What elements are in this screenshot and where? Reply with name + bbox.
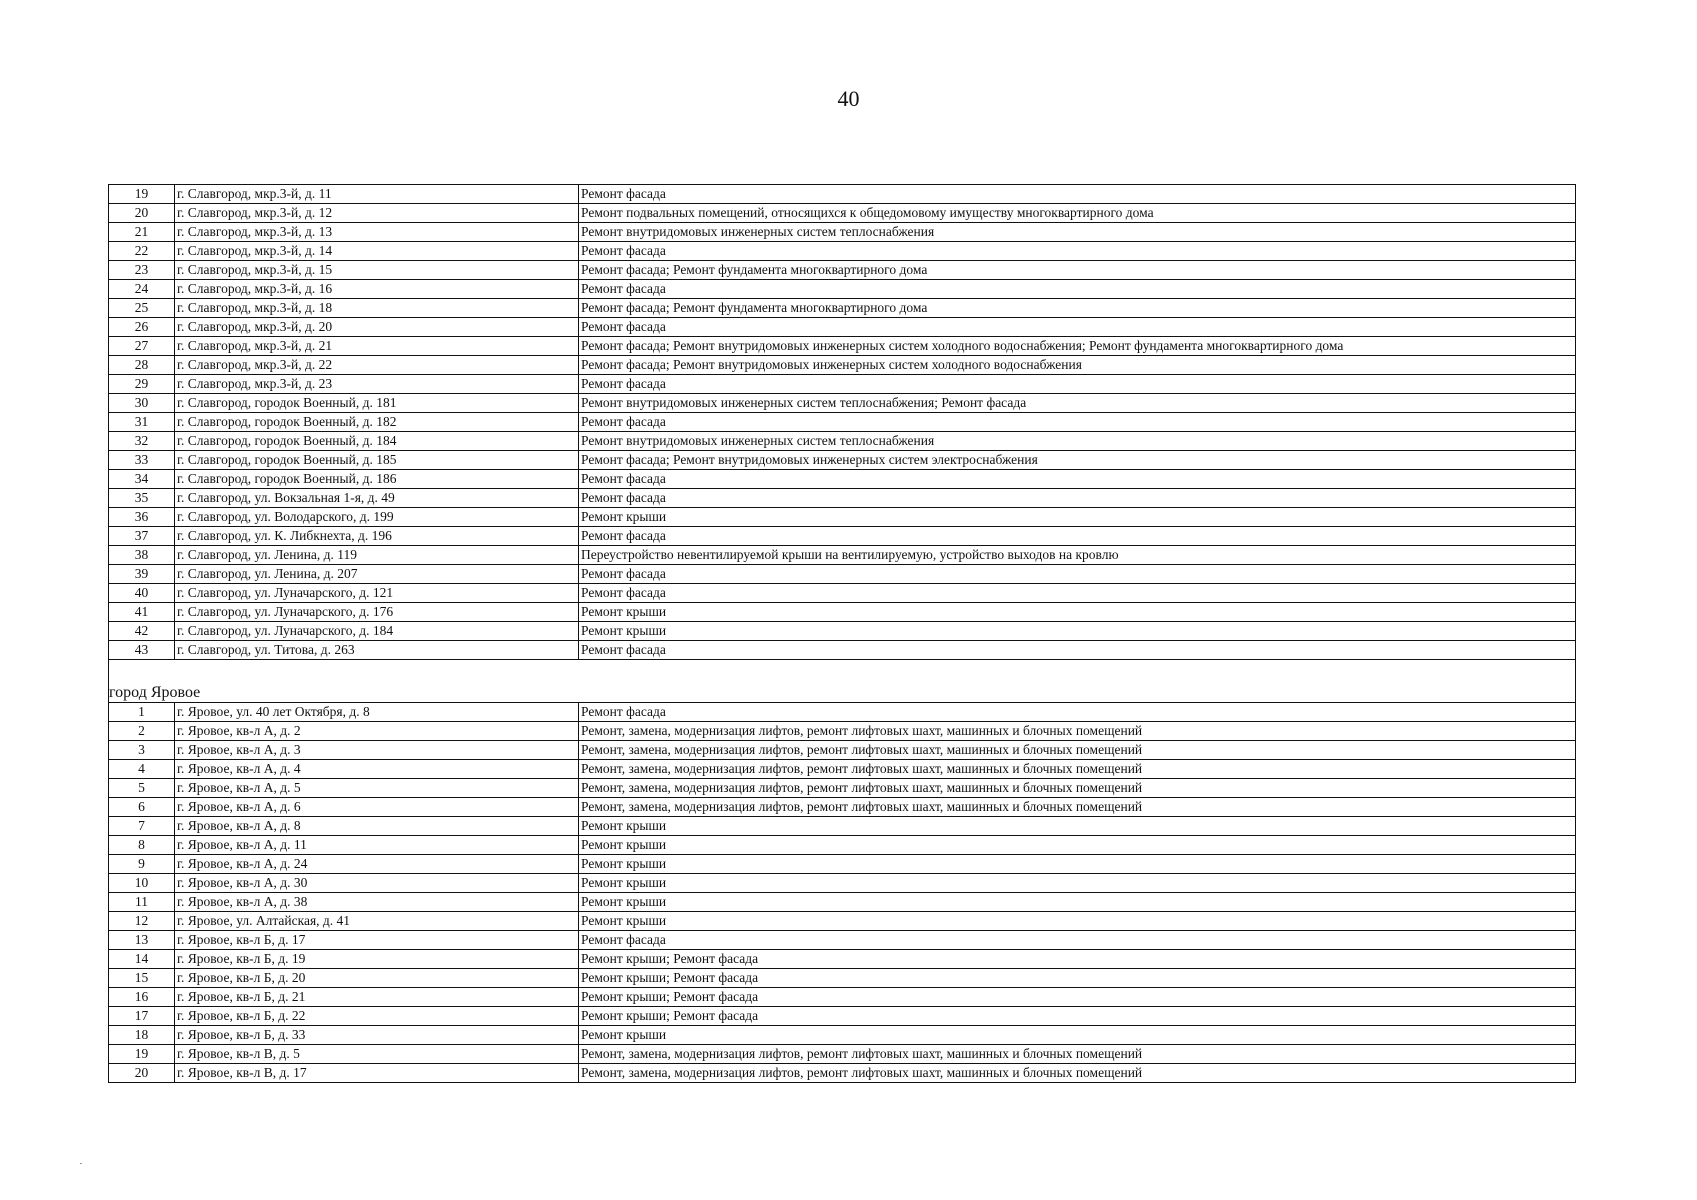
work-type-cell: Ремонт внутридомовых инженерных систем теплоснабжения <box>579 223 1576 242</box>
row-number-cell: 10 <box>109 874 175 893</box>
table-row <box>109 356 1576 375</box>
table-row <box>109 242 1576 261</box>
table-row <box>109 299 1576 318</box>
row-number-cell: 43 <box>109 641 175 660</box>
table-row <box>109 375 1576 394</box>
row-number-cell: 35 <box>109 489 175 508</box>
table-row <box>109 394 1576 413</box>
work-type-cell: Ремонт крыши <box>579 836 1576 855</box>
work-type-cell: Ремонт фасада; Ремонт внутридомовых инженерных систем холодного водоснабжения; Ремонт фундамента многоквартирного дома <box>579 337 1576 356</box>
address-cell: г. Яровое, кв-л А, д. 4 <box>175 760 579 779</box>
address-cell: г. Славгород, мкр.3-й, д. 21 <box>175 337 579 356</box>
work-type-cell: Ремонт внутридомовых инженерных систем теплоснабжения; Ремонт фасада <box>579 394 1576 413</box>
table-row <box>109 584 1576 603</box>
work-type-cell: Ремонт фасада <box>579 931 1576 950</box>
address-cell: г. Яровое, кв-л А, д. 38 <box>175 893 579 912</box>
address-cell: г. Славгород, ул. Вокзальная 1-я, д. 49 <box>175 489 579 508</box>
page-number: 40 <box>837 86 860 111</box>
row-number-cell: 19 <box>109 1045 175 1064</box>
work-type-cell: Ремонт крыши <box>579 508 1576 527</box>
address-cell: г. Славгород, городок Военный, д. 185 <box>175 451 579 470</box>
row-number-cell: 17 <box>109 1007 175 1026</box>
address-cell: г. Славгород, ул. Титова, д. 263 <box>175 641 579 660</box>
table-row <box>109 337 1576 356</box>
address-cell: г. Яровое, кв-л В, д. 5 <box>175 1045 579 1064</box>
table-row <box>109 622 1576 641</box>
work-type-cell: Ремонт фасада <box>579 185 1576 204</box>
row-number-cell: 41 <box>109 603 175 622</box>
repair-table-body <box>109 185 1576 1083</box>
row-number-cell: 20 <box>109 204 175 223</box>
row-number-cell: 5 <box>109 779 175 798</box>
row-number-cell: 36 <box>109 508 175 527</box>
work-type-cell: Ремонт крыши <box>579 912 1576 931</box>
address-cell: г. Яровое, кв-л Б, д. 22 <box>175 1007 579 1026</box>
work-type-cell: Ремонт, замена, модернизация лифтов, ремонт лифтовых шахт, машинных и блочных помещений <box>579 798 1576 817</box>
row-number-cell: 8 <box>109 836 175 855</box>
address-cell: г. Славгород, мкр.3-й, д. 16 <box>175 280 579 299</box>
row-number-cell: 3 <box>109 741 175 760</box>
table-row <box>109 950 1576 969</box>
row-number-cell: 19 <box>109 185 175 204</box>
address-cell: г. Славгород, ул. Луначарского, д. 184 <box>175 622 579 641</box>
group-header-row <box>109 660 1576 703</box>
table-row <box>109 874 1576 893</box>
address-cell: г. Яровое, кв-л Б, д. 17 <box>175 931 579 950</box>
table-row <box>109 185 1576 204</box>
table-row <box>109 508 1576 527</box>
address-cell: г. Славгород, ул. Володарского, д. 199 <box>175 508 579 527</box>
row-number-cell: 16 <box>109 988 175 1007</box>
address-cell: г. Яровое, кв-л А, д. 30 <box>175 874 579 893</box>
address-cell: г. Яровое, кв-л В, д. 17 <box>175 1064 579 1083</box>
table-row <box>109 760 1576 779</box>
work-type-cell: Ремонт крыши <box>579 603 1576 622</box>
table-row <box>109 603 1576 622</box>
address-cell: г. Славгород, ул. Ленина, д. 119 <box>175 546 579 565</box>
work-type-cell: Ремонт фасада <box>579 527 1576 546</box>
address-cell: г. Яровое, кв-л А, д. 2 <box>175 722 579 741</box>
row-number-cell: 20 <box>109 1064 175 1083</box>
table-row <box>109 1007 1576 1026</box>
work-type-cell: Ремонт фасада <box>579 413 1576 432</box>
address-cell: г. Славгород, мкр.3-й, д. 11 <box>175 185 579 204</box>
table-row <box>109 223 1576 242</box>
row-number-cell: 26 <box>109 318 175 337</box>
address-cell: г. Яровое, кв-л А, д. 8 <box>175 817 579 836</box>
address-cell: г. Славгород, мкр.3-й, д. 20 <box>175 318 579 337</box>
address-cell: г. Яровое, кв-л А, д. 11 <box>175 836 579 855</box>
address-cell: г. Славгород, мкр.3-й, д. 22 <box>175 356 579 375</box>
table-row <box>109 969 1576 988</box>
address-cell: г. Славгород, ул. Ленина, д. 207 <box>175 565 579 584</box>
work-type-cell: Ремонт, замена, модернизация лифтов, ремонт лифтовых шахт, машинных и блочных помещений <box>579 741 1576 760</box>
table-row <box>109 817 1576 836</box>
work-type-cell: Ремонт фасада <box>579 470 1576 489</box>
table-row <box>109 988 1576 1007</box>
work-type-cell: Ремонт фасада <box>579 318 1576 337</box>
table-row <box>109 432 1576 451</box>
table-row <box>109 798 1576 817</box>
address-cell: г. Яровое, кв-л А, д. 5 <box>175 779 579 798</box>
table-row <box>109 204 1576 223</box>
row-number-cell: 31 <box>109 413 175 432</box>
work-type-cell: Ремонт фасада <box>579 489 1576 508</box>
row-number-cell: 29 <box>109 375 175 394</box>
work-type-cell: Ремонт, замена, модернизация лифтов, ремонт лифтовых шахт, машинных и блочных помещений <box>579 779 1576 798</box>
work-type-cell: Ремонт, замена, модернизация лифтов, ремонт лифтовых шахт, машинных и блочных помещений <box>579 1064 1576 1083</box>
row-number-cell: 21 <box>109 223 175 242</box>
address-cell: г. Яровое, кв-л Б, д. 21 <box>175 988 579 1007</box>
scan-artifact <box>80 1163 82 1164</box>
repair-table <box>108 184 1576 1083</box>
row-number-cell: 34 <box>109 470 175 489</box>
group-title: город Яровое <box>109 660 1576 703</box>
row-number-cell: 33 <box>109 451 175 470</box>
work-type-cell: Ремонт фасада; Ремонт внутридомовых инженерных систем холодного водоснабжения <box>579 356 1576 375</box>
table-row <box>109 1026 1576 1045</box>
table-row <box>109 912 1576 931</box>
address-cell: г. Славгород, мкр.3-й, д. 18 <box>175 299 579 318</box>
table-row <box>109 722 1576 741</box>
table-row <box>109 413 1576 432</box>
table-row <box>109 451 1576 470</box>
table-row <box>109 931 1576 950</box>
row-number-cell: 40 <box>109 584 175 603</box>
row-number-cell: 27 <box>109 337 175 356</box>
address-cell: г. Яровое, ул. 40 лет Октября, д. 8 <box>175 703 579 722</box>
row-number-cell: 28 <box>109 356 175 375</box>
table-row <box>109 836 1576 855</box>
address-cell: г. Славгород, мкр.3-й, д. 12 <box>175 204 579 223</box>
table-row <box>109 641 1576 660</box>
row-number-cell: 18 <box>109 1026 175 1045</box>
address-cell: г. Славгород, ул. Луначарского, д. 121 <box>175 584 579 603</box>
row-number-cell: 6 <box>109 798 175 817</box>
address-cell: г. Славгород, мкр.3-й, д. 13 <box>175 223 579 242</box>
table-row <box>109 527 1576 546</box>
row-number-cell: 25 <box>109 299 175 318</box>
row-number-cell: 12 <box>109 912 175 931</box>
table-row <box>109 318 1576 337</box>
work-type-cell: Ремонт фасада; Ремонт фундамента многоквартирного дома <box>579 299 1576 318</box>
work-type-cell: Ремонт фасада <box>579 584 1576 603</box>
work-type-cell: Ремонт крыши <box>579 622 1576 641</box>
row-number-cell: 37 <box>109 527 175 546</box>
row-number-cell: 42 <box>109 622 175 641</box>
address-cell: г. Яровое, ул. Алтайская, д. 41 <box>175 912 579 931</box>
row-number-cell: 4 <box>109 760 175 779</box>
work-type-cell: Ремонт крыши <box>579 855 1576 874</box>
address-cell: г. Славгород, мкр.3-й, д. 14 <box>175 242 579 261</box>
row-number-cell: 24 <box>109 280 175 299</box>
address-cell: г. Яровое, кв-л Б, д. 19 <box>175 950 579 969</box>
row-number-cell: 32 <box>109 432 175 451</box>
work-type-cell: Ремонт крыши <box>579 874 1576 893</box>
work-type-cell: Ремонт крыши; Ремонт фасада <box>579 969 1576 988</box>
work-type-cell: Ремонт фасада; Ремонт внутридомовых инженерных систем электроснабжения <box>579 451 1576 470</box>
table-row <box>109 489 1576 508</box>
address-cell: г. Яровое, кв-л Б, д. 20 <box>175 969 579 988</box>
address-cell: г. Славгород, мкр.3-й, д. 23 <box>175 375 579 394</box>
table-row <box>109 779 1576 798</box>
row-number-cell: 30 <box>109 394 175 413</box>
row-number-cell: 11 <box>109 893 175 912</box>
table-row <box>109 855 1576 874</box>
work-type-cell: Ремонт фасада <box>579 565 1576 584</box>
row-number-cell: 2 <box>109 722 175 741</box>
row-number-cell: 22 <box>109 242 175 261</box>
work-type-cell: Ремонт, замена, модернизация лифтов, ремонт лифтовых шахт, машинных и блочных помещений <box>579 722 1576 741</box>
work-type-cell: Ремонт крыши; Ремонт фасада <box>579 950 1576 969</box>
work-type-cell: Ремонт фасада <box>579 280 1576 299</box>
table-row <box>109 261 1576 280</box>
table-row <box>109 546 1576 565</box>
row-number-cell: 1 <box>109 703 175 722</box>
row-number-cell: 15 <box>109 969 175 988</box>
address-cell: г. Яровое, кв-л А, д. 6 <box>175 798 579 817</box>
address-cell: г. Славгород, городок Военный, д. 182 <box>175 413 579 432</box>
address-cell: г. Славгород, мкр.3-й, д. 15 <box>175 261 579 280</box>
work-type-cell: Ремонт фасада <box>579 641 1576 660</box>
address-cell: г. Яровое, кв-л А, д. 3 <box>175 741 579 760</box>
work-type-cell: Ремонт фасада <box>579 242 1576 261</box>
work-type-cell: Ремонт крыши; Ремонт фасада <box>579 988 1576 1007</box>
address-cell: г. Славгород, городок Военный, д. 184 <box>175 432 579 451</box>
address-cell: г. Яровое, кв-л Б, д. 33 <box>175 1026 579 1045</box>
work-type-cell: Ремонт подвальных помещений, относящихся к общедомовому имуществу многоквартирного дома <box>579 204 1576 223</box>
address-cell: г. Славгород, ул. Луначарского, д. 176 <box>175 603 579 622</box>
work-type-cell: Ремонт, замена, модернизация лифтов, ремонт лифтовых шахт, машинных и блочных помещений <box>579 760 1576 779</box>
work-type-cell: Ремонт, замена, модернизация лифтов, ремонт лифтовых шахт, машинных и блочных помещений <box>579 1045 1576 1064</box>
table-row <box>109 893 1576 912</box>
work-type-cell: Ремонт крыши <box>579 817 1576 836</box>
table-row <box>109 280 1576 299</box>
table-row <box>109 1045 1576 1064</box>
work-type-cell: Ремонт внутридомовых инженерных систем теплоснабжения <box>579 432 1576 451</box>
table-row <box>109 470 1576 489</box>
table-row <box>109 1064 1576 1083</box>
work-type-cell: Ремонт фасада <box>579 375 1576 394</box>
table-row <box>109 703 1576 722</box>
row-number-cell: 39 <box>109 565 175 584</box>
address-cell: г. Славгород, городок Военный, д. 186 <box>175 470 579 489</box>
address-cell: г. Яровое, кв-л А, д. 24 <box>175 855 579 874</box>
repair-table-container <box>108 184 1576 1083</box>
row-number-cell: 7 <box>109 817 175 836</box>
row-number-cell: 23 <box>109 261 175 280</box>
work-type-cell: Ремонт крыши <box>579 1026 1576 1045</box>
row-number-cell: 13 <box>109 931 175 950</box>
work-type-cell: Ремонт крыши; Ремонт фасада <box>579 1007 1576 1026</box>
work-type-cell: Ремонт фасада; Ремонт фундамента многоквартирного дома <box>579 261 1576 280</box>
work-type-cell: Ремонт фасада <box>579 703 1576 722</box>
work-type-cell: Ремонт крыши <box>579 893 1576 912</box>
address-cell: г. Славгород, городок Военный, д. 181 <box>175 394 579 413</box>
table-row <box>109 565 1576 584</box>
row-number-cell: 14 <box>109 950 175 969</box>
row-number-cell: 9 <box>109 855 175 874</box>
address-cell: г. Славгород, ул. К. Либкнехта, д. 196 <box>175 527 579 546</box>
table-row <box>109 741 1576 760</box>
row-number-cell: 38 <box>109 546 175 565</box>
work-type-cell: Переустройство невентилируемой крыши на вентилируемую, устройство выходов на кровлю <box>579 546 1576 565</box>
